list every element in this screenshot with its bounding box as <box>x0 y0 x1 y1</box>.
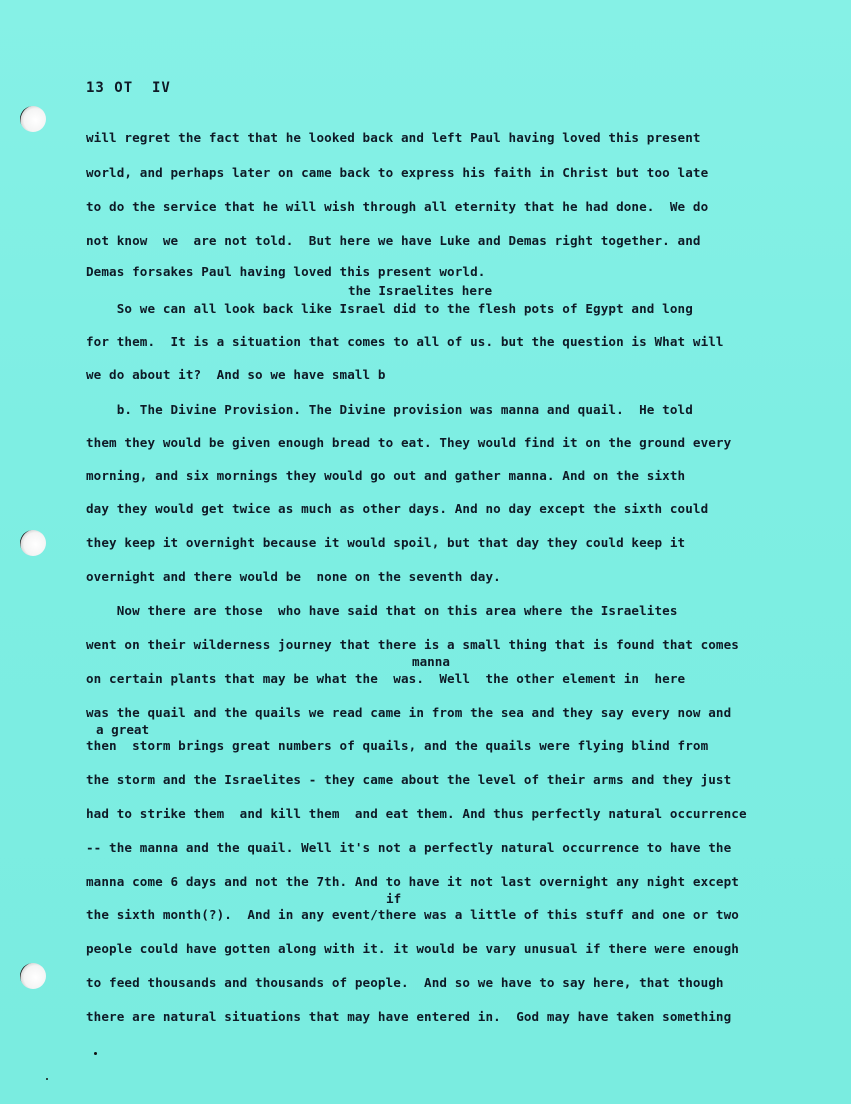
text-line: there are natural situations that may have entered in. God may have taken something <box>86 1009 732 1024</box>
text-line: the sixth month(?). And in any event/there was a little of this stuff and one or two <box>86 907 739 922</box>
text-line: went on their wilderness journey that there is a small thing that is found that comes <box>86 637 739 652</box>
ink-speck <box>94 1052 97 1055</box>
text-line: people could have gotten along with it. it would be vary unusual if there were enough <box>86 941 739 956</box>
page-header: 13 OT IV <box>86 80 171 96</box>
text-line: day they would get twice as much as other days. And no day except the sixth could <box>86 501 709 516</box>
text-line: on certain plants that may be what the was. Well the other element in here <box>86 671 686 686</box>
handwritten-insertion: if <box>386 891 402 906</box>
handwritten-insertion: a great <box>96 722 150 737</box>
text-line: So we can all look back like Israel did to the flesh pots of Egypt and long <box>86 301 693 316</box>
text-line: Now there are those who have said that on this area where the Israelites <box>86 603 678 618</box>
text-line: them they would be given enough bread to eat. They would find it on the ground every <box>86 435 732 450</box>
text-line: they keep it overnight because it would spoil, but that day they could keep it <box>86 535 686 550</box>
ink-speck <box>46 1078 48 1080</box>
text-line: was the quail and the quails we read came in from the sea and they say every now and <box>86 705 732 720</box>
text-line: morning, and six mornings they would go out and gather manna. And on the sixth <box>86 468 686 483</box>
text-line: not know we are not told. But here we have Luke and Demas right together. and <box>86 233 701 248</box>
punch-hole <box>20 963 46 989</box>
handwritten-insertion: the Israelites here <box>348 283 493 298</box>
text-line: will regret the fact that he looked back and left Paul having loved this present <box>86 130 701 145</box>
text-line: had to strike them and kill them and eat them. And thus perfectly natural occurrence <box>86 806 747 821</box>
text-line: b. The Divine Provision. The Divine provision was manna and quail. He told <box>86 402 693 417</box>
handwritten-insertion: manna <box>412 654 450 669</box>
text-line: to feed thousands and thousands of people. And so we have to say here, that though <box>86 975 724 990</box>
text-line: overnight and there would be none on the seventh day. <box>86 569 501 584</box>
punch-hole <box>20 106 46 132</box>
text-line: we do about it? And so we have small b <box>86 367 386 382</box>
text-line: manna come 6 days and not the 7th. And to have it not last overnight any night except <box>86 874 739 889</box>
punch-hole <box>20 530 46 556</box>
text-line: -- the manna and the quail. Well it's not a perfectly natural occurrence to have the <box>86 840 732 855</box>
text-line: to do the service that he will wish through all eternity that he had done. We do <box>86 199 709 214</box>
text-line: then storm brings great numbers of quails, and the quails were flying blind from <box>86 738 709 753</box>
text-line: the storm and the Israelites - they came about the level of their arms and they just <box>86 772 732 787</box>
text-line: world, and perhaps later on came back to express his faith in Christ but too late <box>86 165 709 180</box>
text-line: Demas forsakes Paul having loved this present world. <box>86 264 486 279</box>
text-line: for them. It is a situation that comes to all of us. but the question is What will <box>86 334 724 349</box>
